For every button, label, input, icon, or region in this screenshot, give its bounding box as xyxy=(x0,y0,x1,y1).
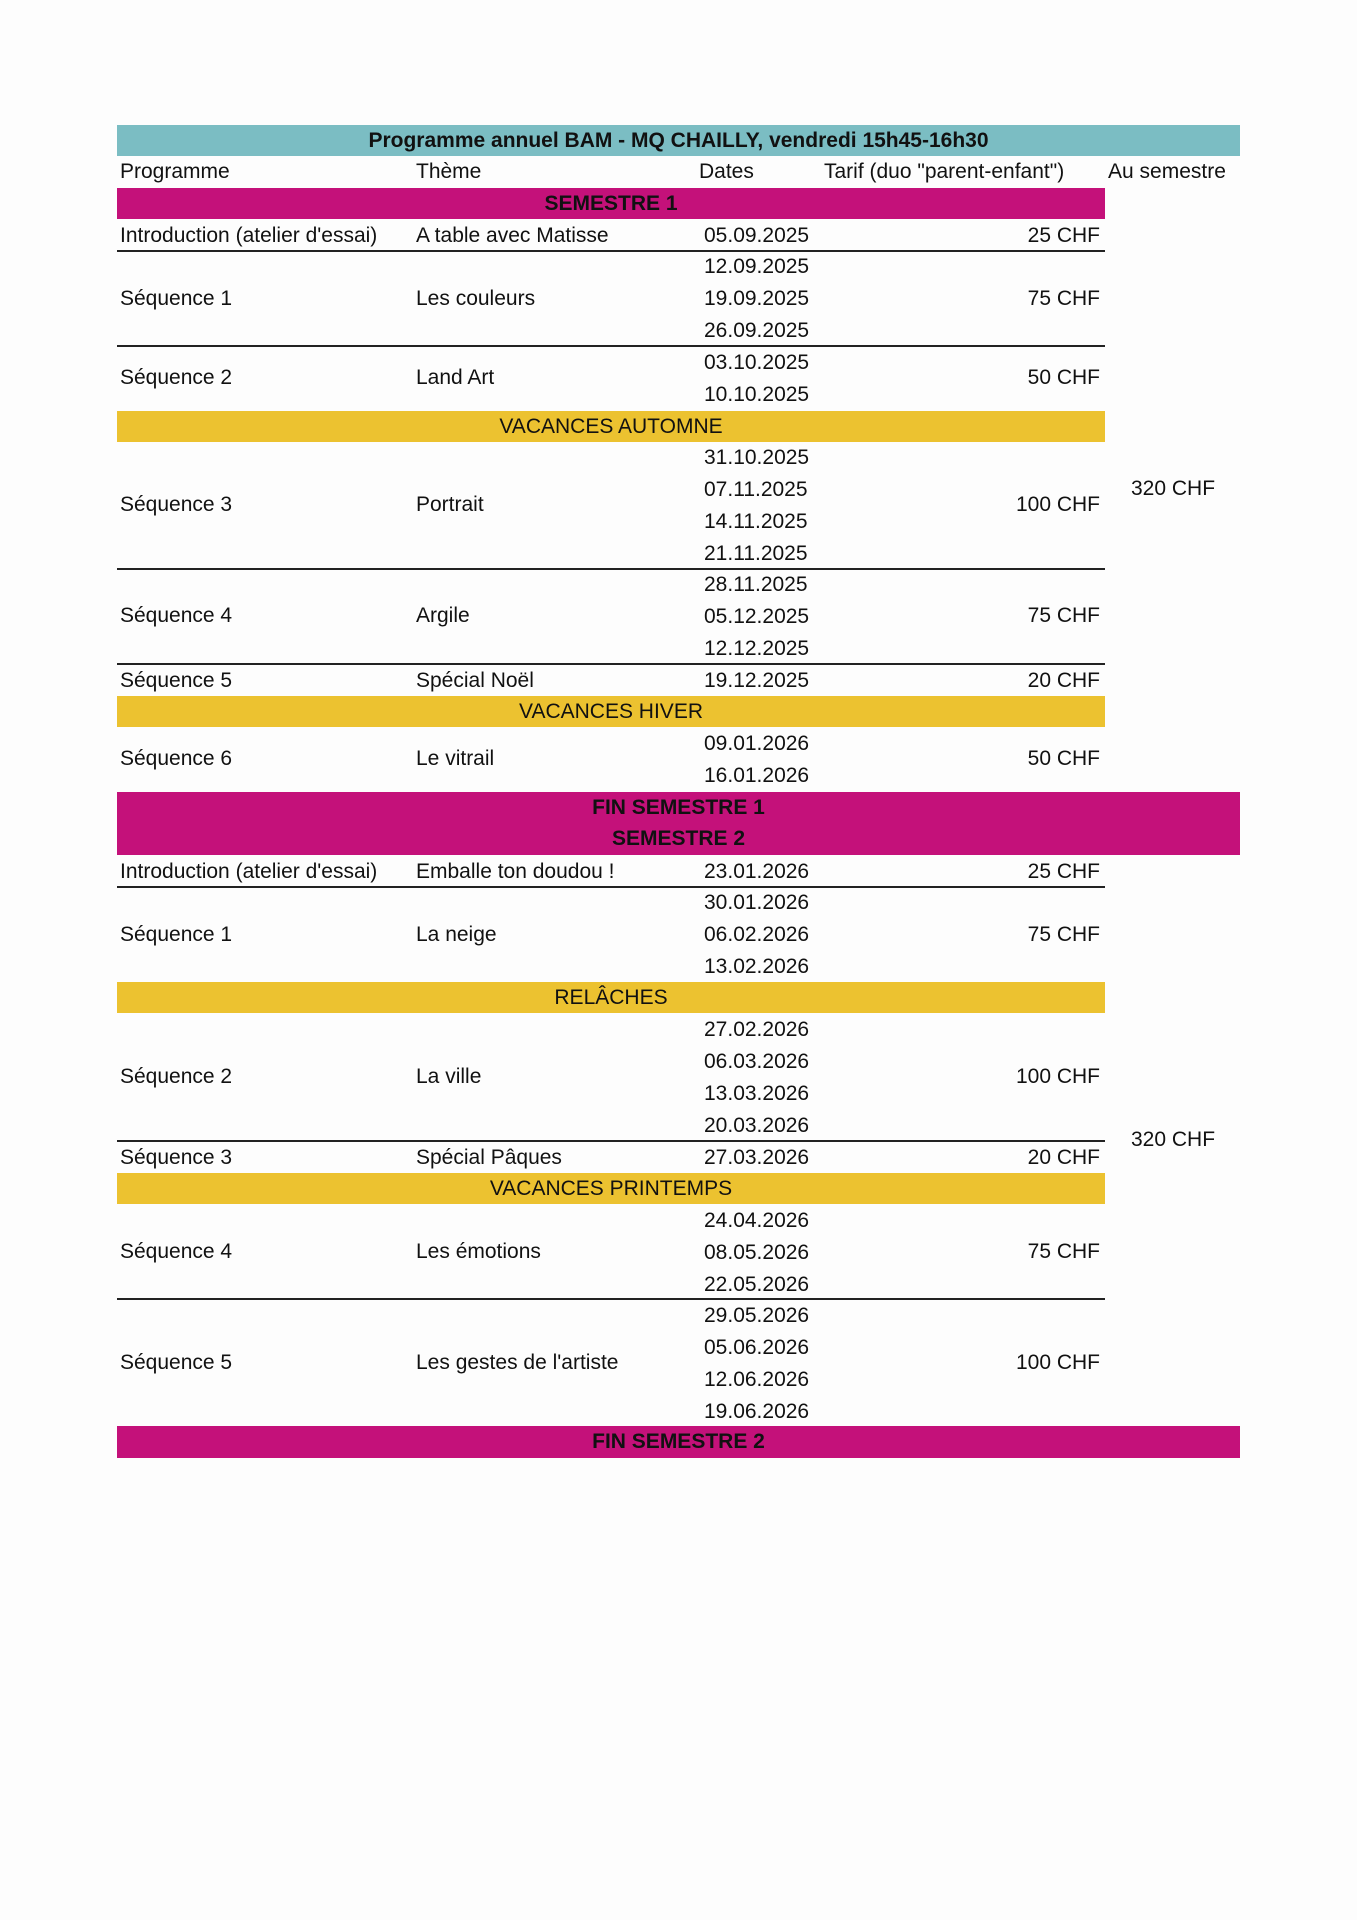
s2-seq2-date: 06.03.2026 xyxy=(704,1050,810,1073)
s1-seq6-date: 16.01.2026 xyxy=(704,764,810,787)
s2-seq2-programme: Séquence 2 xyxy=(120,1065,233,1088)
s2-seq5-tarif: 100 CHF xyxy=(1015,1351,1100,1374)
divider xyxy=(117,663,1105,665)
s2-seq2-tarif: 100 CHF xyxy=(1015,1065,1100,1088)
s1-seq1-tarif: 75 CHF xyxy=(1027,287,1100,310)
s1-seq3-tarif: 100 CHF xyxy=(1015,493,1100,516)
s2-seq4-date: 24.04.2026 xyxy=(704,1209,810,1232)
header-theme: Thème xyxy=(416,160,482,183)
s1-seq1-programme: Séquence 1 xyxy=(120,287,233,310)
divider xyxy=(117,1298,1105,1300)
s1-seq3-date: 14.11.2025 xyxy=(704,510,808,533)
s1-seq5-date: 19.12.2025 xyxy=(704,669,810,692)
s1-seq3-theme: Portrait xyxy=(416,493,484,516)
s1-seq1-date: 26.09.2025 xyxy=(704,319,810,342)
divider xyxy=(117,250,1105,252)
semestre-2-band: SEMESTRE 2 xyxy=(117,823,1240,855)
s1-seq6-programme: Séquence 6 xyxy=(120,747,233,770)
s1-seq5-tarif: 20 CHF xyxy=(1027,669,1100,692)
s2-seq1-date: 06.02.2026 xyxy=(704,923,810,946)
s2-seq2-date: 13.03.2026 xyxy=(704,1082,810,1105)
divider xyxy=(117,345,1105,347)
s1-seq4-programme: Séquence 4 xyxy=(120,604,233,627)
vacances-automne-band: VACANCES AUTOMNE xyxy=(117,411,1105,442)
s1-intro-date: 05.09.2025 xyxy=(704,224,810,247)
divider xyxy=(117,568,1105,570)
s2-intro-tarif: 25 CHF xyxy=(1027,860,1100,883)
header-dates: Dates xyxy=(699,160,754,183)
s2-seq1-programme: Séquence 1 xyxy=(120,923,233,946)
s2-seq4-date: 22.05.2026 xyxy=(704,1273,810,1296)
s1-seq4-theme: Argile xyxy=(416,604,470,627)
s2-seq3-theme: Spécial Pâques xyxy=(416,1146,562,1169)
s1-seq3-date: 31.10.2025 xyxy=(704,446,810,469)
s1-seq1-date: 19.09.2025 xyxy=(704,287,810,310)
relaches-band: RELÂCHES xyxy=(117,982,1105,1013)
s1-seq1-theme: Les couleurs xyxy=(416,287,536,310)
vacances-hiver-band: VACANCES HIVER xyxy=(117,696,1105,727)
s2-seq1-date: 30.01.2026 xyxy=(704,891,810,914)
s2-seq4-tarif: 75 CHF xyxy=(1027,1240,1100,1263)
s2-seq3-programme: Séquence 3 xyxy=(120,1146,233,1169)
s2-seq3-tarif: 20 CHF xyxy=(1027,1146,1100,1169)
divider xyxy=(117,1140,1105,1142)
s1-seq2-date: 03.10.2025 xyxy=(704,351,810,374)
header-semestre: Au semestre xyxy=(1108,160,1226,183)
s2-seq2-theme: La ville xyxy=(416,1065,482,1088)
s1-seq4-date: 05.12.2025 xyxy=(704,605,810,628)
fin-semestre-1-band: FIN SEMESTRE 1 xyxy=(117,792,1240,824)
page-title: Programme annuel BAM - MQ CHAILLY, vendredi 15h45-16h30 xyxy=(117,125,1240,156)
s2-seq1-theme: La neige xyxy=(416,923,497,946)
header-programme: Programme xyxy=(120,160,230,183)
s1-seq1-date: 12.09.2025 xyxy=(704,255,810,278)
s1-seq4-tarif: 75 CHF xyxy=(1027,604,1100,627)
s1-seq2-programme: Séquence 2 xyxy=(120,366,233,389)
s2-intro-theme: Emballe ton doudou ! xyxy=(416,860,615,883)
s2-seq4-programme: Séquence 4 xyxy=(120,1240,233,1263)
s1-intro-tarif: 25 CHF xyxy=(1027,224,1100,247)
s1-intro-theme: A table avec Matisse xyxy=(416,224,609,247)
s2-seq5-programme: Séquence 5 xyxy=(120,1351,233,1374)
s1-seq4-date: 28.11.2025 xyxy=(704,573,808,596)
s1-seq3-date: 07.11.2025 xyxy=(704,478,808,501)
s2-seq5-date: 05.06.2026 xyxy=(704,1336,810,1359)
s1-seq5-theme: Spécial Noël xyxy=(416,669,534,692)
s1-seq2-tarif: 50 CHF xyxy=(1027,366,1100,389)
s2-total: 320 CHF xyxy=(1131,1128,1216,1151)
s2-seq5-date: 29.05.2026 xyxy=(704,1304,810,1327)
s1-seq2-theme: Land Art xyxy=(416,366,495,389)
s1-seq6-theme: Le vitrail xyxy=(416,747,495,770)
divider xyxy=(117,886,1105,888)
s1-seq6-date: 09.01.2026 xyxy=(704,732,810,755)
s1-intro-programme: Introduction (atelier d'essai) xyxy=(120,224,378,247)
semestre-1-band: SEMESTRE 1 xyxy=(117,188,1105,219)
s2-intro-date: 23.01.2026 xyxy=(704,860,810,883)
s2-seq4-date: 08.05.2026 xyxy=(704,1241,810,1264)
s2-seq5-theme: Les gestes de l'artiste xyxy=(416,1351,619,1374)
s1-seq5-programme: Séquence 5 xyxy=(120,669,233,692)
s2-seq1-tarif: 75 CHF xyxy=(1027,923,1100,946)
s1-seq3-programme: Séquence 3 xyxy=(120,493,233,516)
s2-intro-programme: Introduction (atelier d'essai) xyxy=(120,860,378,883)
s2-seq4-theme: Les émotions xyxy=(416,1240,541,1263)
s1-seq6-tarif: 50 CHF xyxy=(1027,747,1100,770)
s1-seq2-date: 10.10.2025 xyxy=(704,383,810,406)
s2-seq1-date: 13.02.2026 xyxy=(704,955,810,978)
s2-seq5-date: 19.06.2026 xyxy=(704,1400,810,1423)
s2-seq2-date: 27.02.2026 xyxy=(704,1018,810,1041)
s2-seq3-date: 27.03.2026 xyxy=(704,1146,810,1169)
s2-seq2-date: 20.03.2026 xyxy=(704,1114,810,1137)
fin-semestre-2-band: FIN SEMESTRE 2 xyxy=(117,1426,1240,1458)
s2-seq5-date: 12.06.2026 xyxy=(704,1368,810,1391)
header-tarif: Tarif (duo "parent-enfant") xyxy=(824,160,1065,183)
s1-total: 320 CHF xyxy=(1131,477,1216,500)
s1-seq4-date: 12.12.2025 xyxy=(704,637,810,660)
vacances-printemps-band: VACANCES PRINTEMPS xyxy=(117,1173,1105,1204)
s1-seq3-date: 21.11.2025 xyxy=(704,542,808,565)
